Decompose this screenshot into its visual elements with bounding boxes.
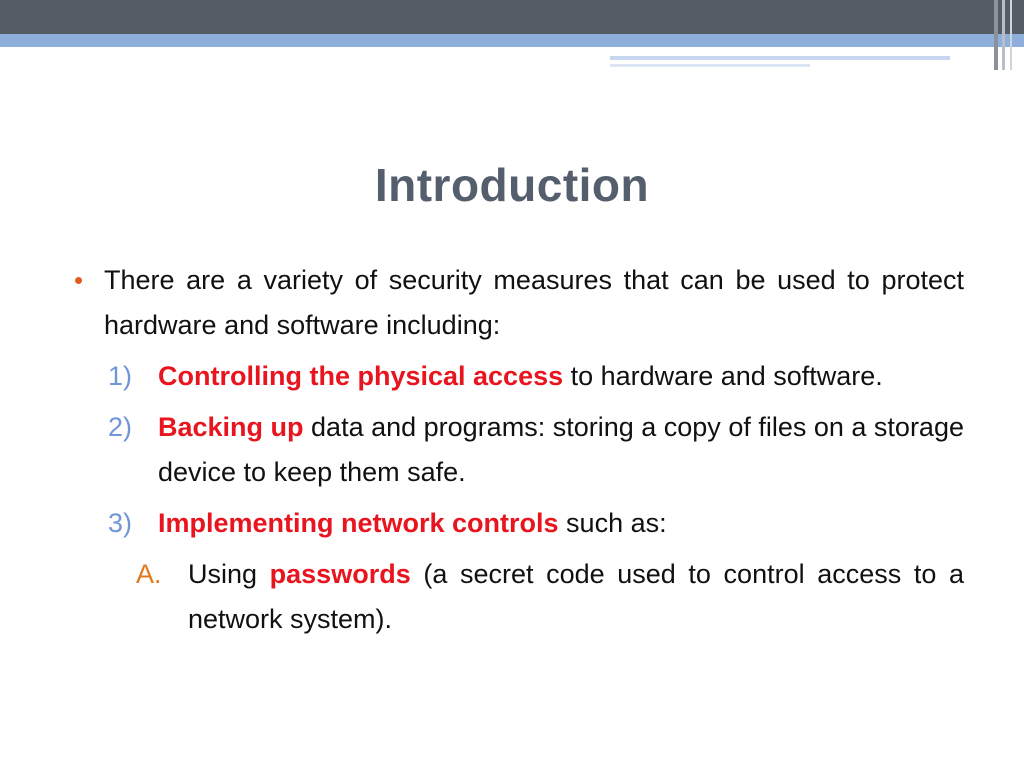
item-text: (a secret code used to control access to a network system). (188, 559, 965, 634)
bullet-item (74, 258, 964, 348)
header-band-blue (0, 34, 1024, 47)
numbered-item-2 (74, 405, 964, 495)
header-accent-line (610, 56, 950, 60)
item-highlight: passwords (269, 559, 411, 589)
item-number: 1) (108, 361, 133, 391)
bullet-marker: • (74, 265, 84, 295)
bullet-text: There are a variety of security measures that can be used to protect hardware and software including: (104, 265, 964, 340)
item-text: to hardware and software. (563, 361, 883, 391)
item-highlight: Implementing network controls (158, 508, 559, 538)
item-number: 3) (108, 508, 133, 538)
item-text: such as: (558, 508, 667, 538)
header-edge-stripe (1002, 0, 1005, 70)
lettered-item-a (74, 552, 964, 642)
item-letter: A. (136, 559, 162, 589)
header-accent-line-short (610, 64, 810, 67)
slide-title: Introduction (374, 159, 650, 211)
header-edge-stripe (994, 0, 998, 70)
item-number: 2) (108, 412, 133, 442)
item-highlight: Controlling the physical access (158, 361, 564, 391)
header-band-dark (0, 0, 1024, 34)
numbered-item-3 (74, 501, 964, 546)
slide-body (74, 258, 964, 642)
numbered-item-1 (74, 354, 964, 399)
item-prefix: Using (188, 559, 270, 589)
header-edge-stripe (1010, 0, 1012, 70)
item-text: data and programs: storing a copy of files on a storage device to keep them safe. (158, 412, 964, 487)
item-highlight: Backing up (158, 412, 304, 442)
